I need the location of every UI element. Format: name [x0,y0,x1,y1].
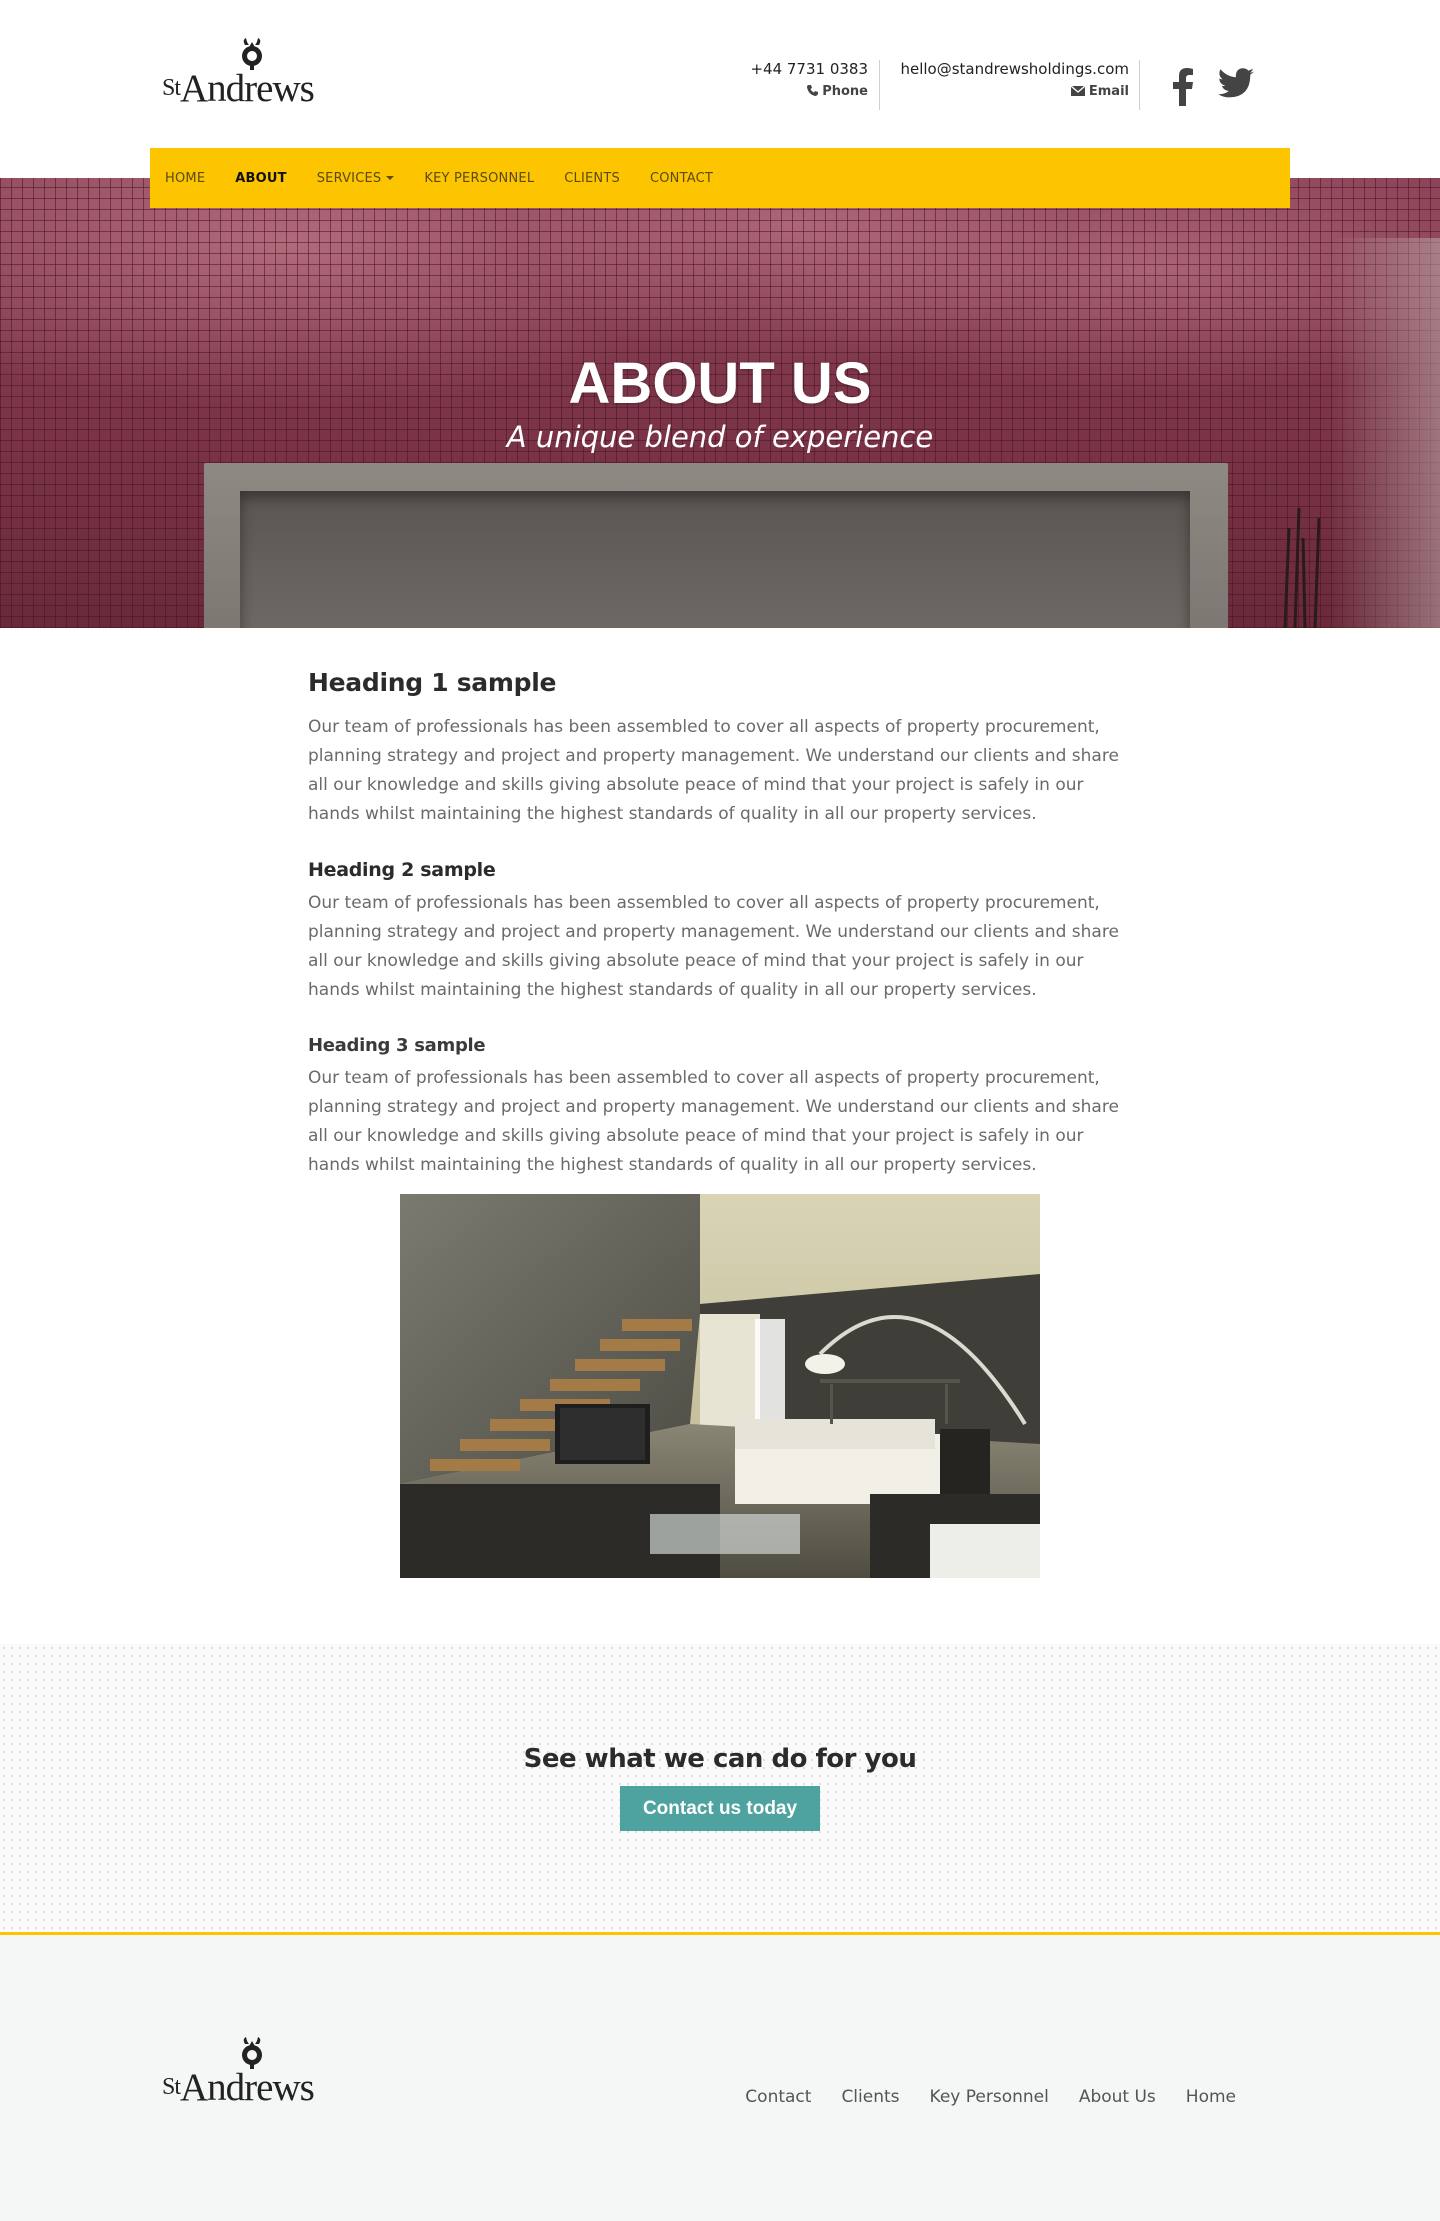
cta-section [0,1644,1440,1934]
page-subtitle: A unique blend of experience [506,420,934,454]
heading-1: Heading 1 sample [308,668,557,697]
body-paragraph: Our team of professionals has been assembled to cover all aspects of property procurement, planning strategy and project and property management. We understand our clients and share all our knowledge and skills giving absolute peace of mind that your project is safely in our hands whilst maintaining the highest standards of quality in all our property services. [308,893,1119,1000]
phone-number[interactable]: +44 7731 0383 [750,60,868,78]
footer-link-clients[interactable]: Clients [841,2087,900,2107]
main-nav [150,148,1290,208]
heading-2: Heading 2 sample [308,859,496,881]
footer-link-contact[interactable]: Contact [745,2087,812,2107]
contact-us-button[interactable]: Contact us today [620,1786,820,1831]
footer-link-about-us[interactable]: About Us [1078,2087,1156,2107]
header-divider [1139,60,1140,110]
cta-title: See what we can do for you [523,1744,917,1774]
page-title: ABOUT US [568,351,872,416]
logo-wordmark: $^{St}$Andrews [162,2066,314,2109]
phone-icon [807,85,818,96]
email-label-row: Email [900,84,1129,99]
hero-bathtub-image [204,463,1228,628]
footer-link-home[interactable]: Home [1185,2087,1236,2107]
interior-photo [400,1194,1040,1578]
twitter-icon [1218,68,1254,98]
header-email[interactable] [900,60,1129,99]
chevron-down-icon [386,176,394,180]
email-address[interactable]: hello@standrewsholdings.com [900,60,1129,78]
nav-item-services[interactable]: SERVICES [317,171,395,186]
footer-logo[interactable] [160,2035,350,2111]
facebook-icon [1172,68,1194,106]
footer-link-key-personnel[interactable]: Key Personnel [929,2087,1049,2107]
site-logo[interactable] [160,36,350,112]
nav-item-home[interactable]: HOME [165,170,206,186]
nav-item-key-personnel[interactable]: KEY PERSONNEL [424,170,535,186]
header-divider [879,60,880,110]
heading-3: Heading 3 sample [308,1035,486,1056]
hero-decor-stems [1275,508,1335,628]
phone-label-row: Phone [750,84,868,99]
site-footer [0,1935,1440,2221]
nav-item-about[interactable]: ABOUT [235,170,287,186]
body-paragraph: Our team of professionals has been assembled to cover all aspects of property procurement, planning strategy and project and property management. We understand our clients and share all our knowledge and skills giving absolute peace of mind that your project is safely in our hands whilst maintaining the highest standards of quality in all our property services. [308,717,1119,824]
crest-icon [236,36,268,70]
main-content [308,668,1134,1180]
footer-nav [715,2087,1236,2107]
hero-banner [0,178,1440,628]
nav-item-clients[interactable]: CLIENTS [564,170,620,186]
crest-icon [236,2035,268,2069]
logo-wordmark: $^{St}$Andrews [162,67,314,110]
body-paragraph: Our team of professionals has been assembled to cover all aspects of property procurement, planning strategy and project and property management. We understand our clients and share all our knowledge and skills giving absolute peace of mind that your project is safely in our hands whilst maintaining the highest standards of quality in all our property services. [308,1068,1119,1175]
header-phone[interactable] [750,60,868,99]
facebook-link[interactable] [1172,68,1194,110]
interior-illustration [400,1194,1040,1578]
nav-item-contact[interactable]: CONTACT [649,170,714,186]
envelope-icon [1071,86,1085,96]
twitter-link[interactable] [1218,68,1254,102]
